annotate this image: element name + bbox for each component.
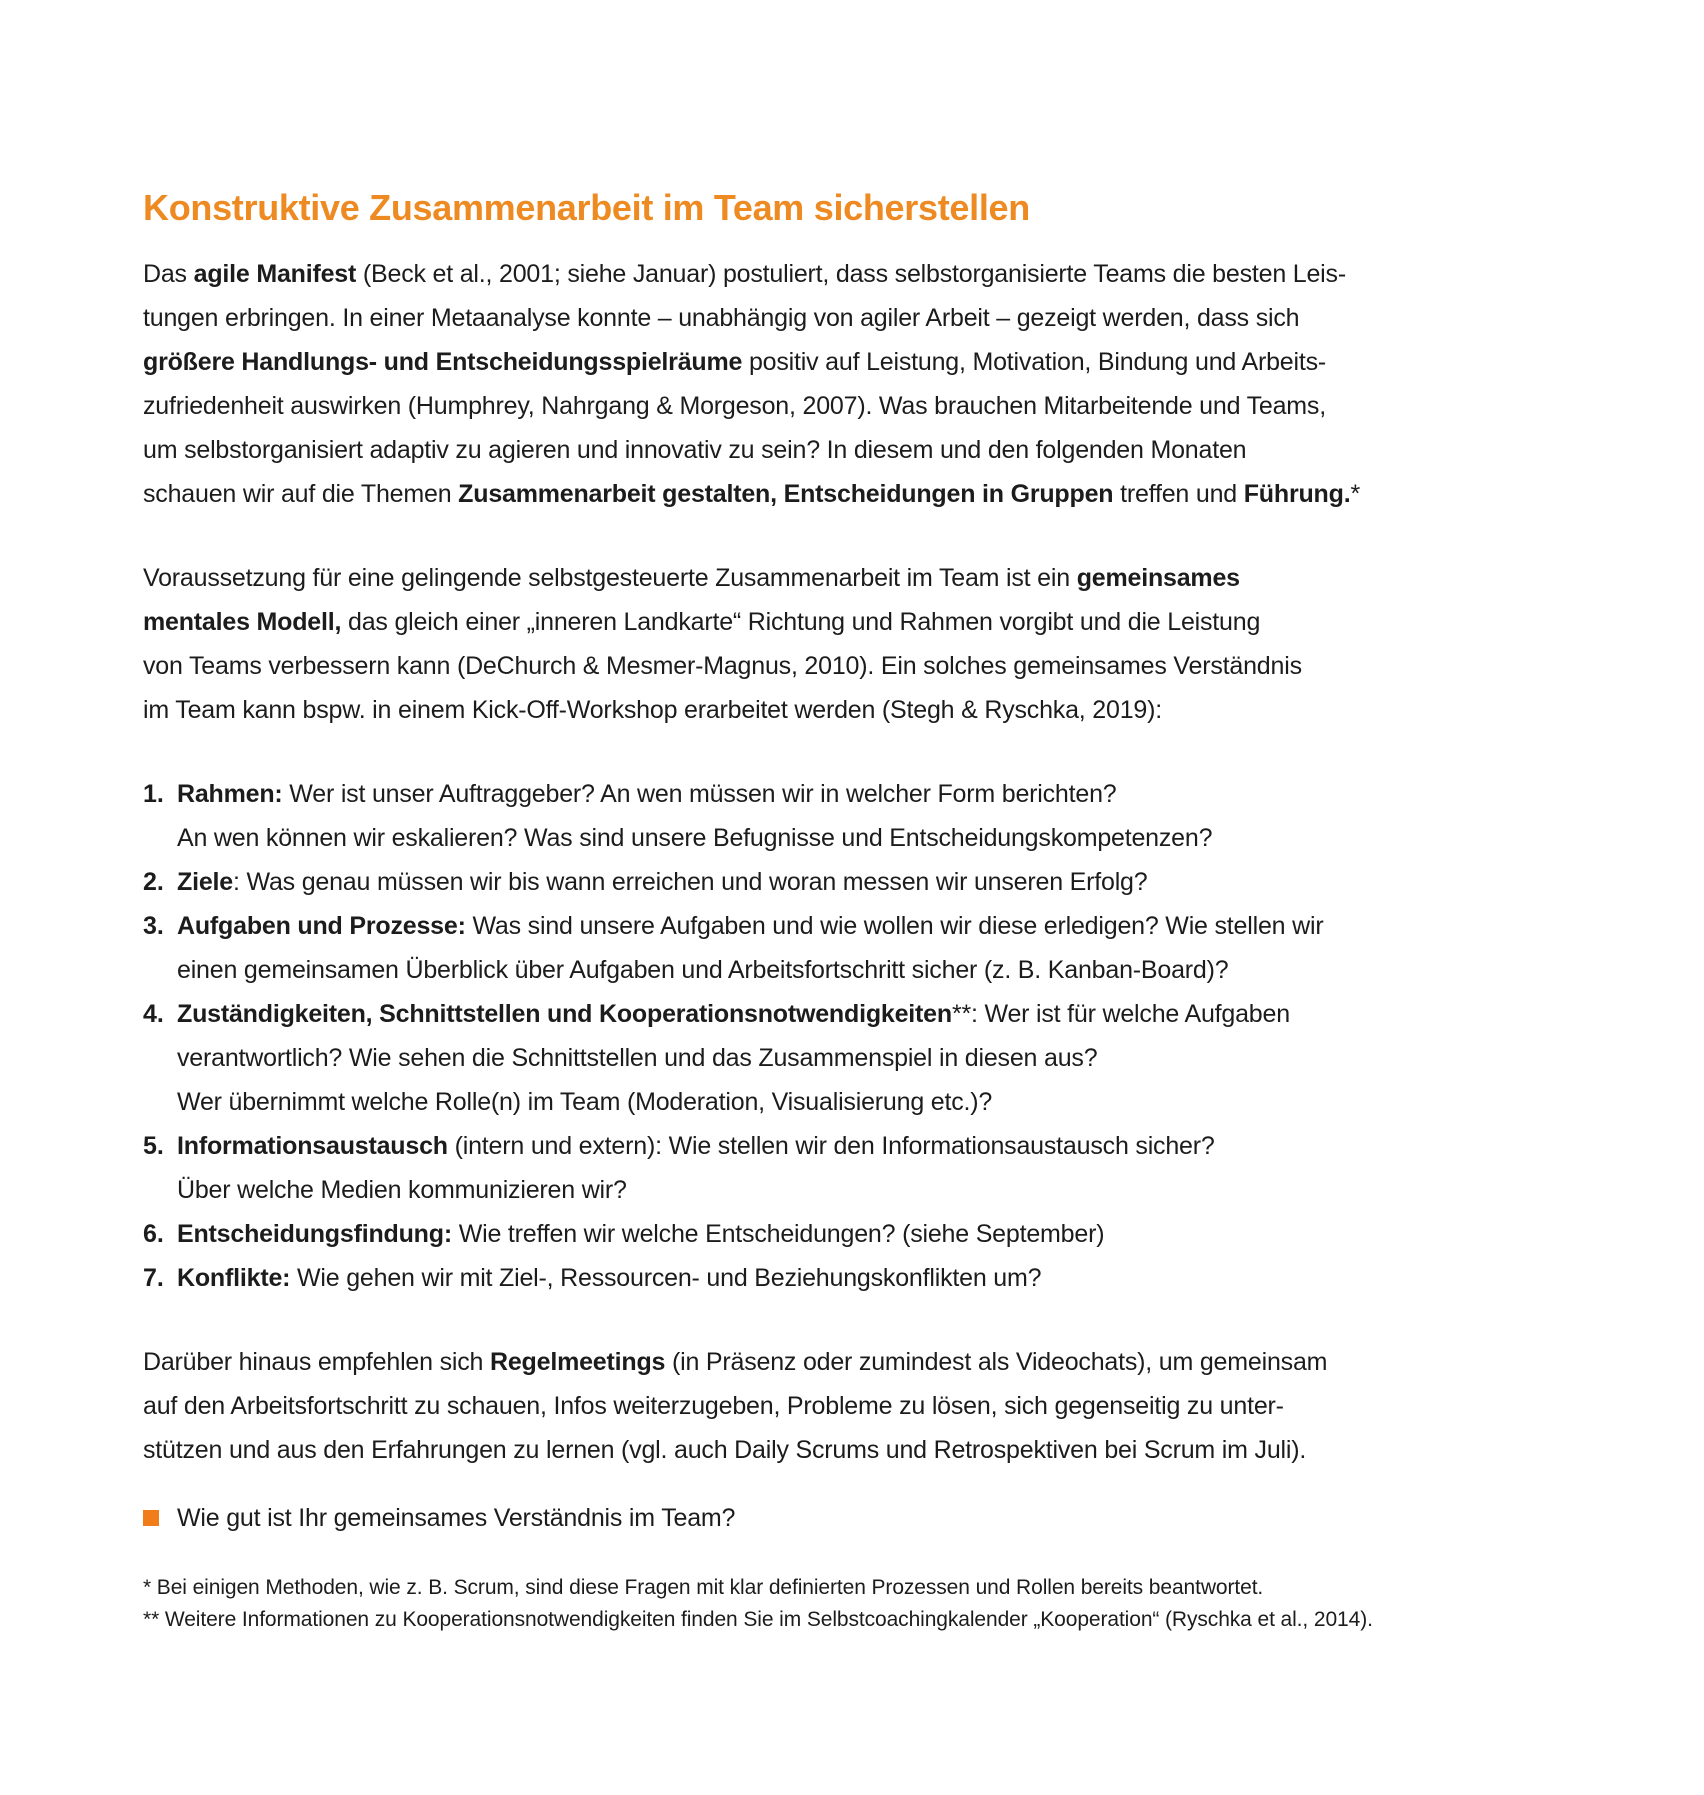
text-line: einen gemeinsamen Überblick über Aufgaben und Arbeitsfortschritt sicher (z. B. Kanban-Board)?	[177, 956, 1229, 984]
text-line: Rahmen: Wer ist unser Auftraggeber? An wen müssen wir in welcher Form berichten?	[177, 780, 1117, 808]
text-line: im Team kann bspw. in einem Kick-Off-Workshop erarbeitet werden (Stegh & Ryschka, 2019):	[143, 696, 1162, 724]
text-line: An wen können wir eskalieren? Was sind unsere Befugnisse und Entscheidungskompetenzen?	[177, 824, 1213, 852]
reflection-question	[143, 1496, 1561, 1540]
bullet-row	[143, 1496, 1561, 1540]
kickoff-questions-list	[143, 772, 1561, 1300]
text-line: Ziele: Was genau müssen wir bis wann erreichen und woran messen wir unseren Erfolg?	[177, 868, 1148, 896]
list-item	[143, 1124, 1561, 1212]
text-line: von Teams verbessern kann (DeChurch & Mesmer-Magnus, 2010). Ein solches gemeinsames Verständnis	[143, 652, 1302, 680]
text-line: größere Handlungs- und Entscheidungsspielräume positiv auf Leistung, Motivation, Bindung und Arbeits-	[143, 348, 1327, 376]
text-line: Das agile Manifest (Beck et al., 2001; siehe Januar) postuliert, dass selbstorganisierte Teams die besten Leis-	[143, 260, 1346, 288]
prerequisite-paragraph	[143, 556, 1561, 732]
text-line: zufriedenheit auswirken (Humphrey, Nahrgang & Morgeson, 2007). Was brauchen Mitarbeitende und Teams,	[143, 392, 1326, 420]
bullet-square-icon	[143, 1510, 159, 1526]
list-item-number: 4.	[143, 1000, 164, 1028]
text-line: Voraussetzung für eine gelingende selbstgesteuerte Zusammenarbeit im Team ist ein gemeinsames	[143, 564, 1240, 592]
list-item	[143, 860, 1561, 904]
text-line: schauen wir auf die Themen Zusammenarbeit gestalten, Entscheidungen in Gruppen treffen und Führung.*	[143, 480, 1360, 508]
text-line: auf den Arbeitsfortschritt zu schauen, Infos weiterzugeben, Probleme zu lösen, sich gegenseitig zu unter-	[143, 1392, 1284, 1420]
text-line: Entscheidungsfindung: Wie treffen wir welche Entscheidungen? (siehe September)	[177, 1220, 1105, 1248]
text-line: Darüber hinaus empfehlen sich Regelmeetings (in Präsenz oder zumindest als Videochats), um gemeinsam	[143, 1348, 1328, 1376]
text-line: Aufgaben und Prozesse: Was sind unsere Aufgaben und wie wollen wir diese erledigen? Wie stellen wir	[177, 912, 1324, 940]
list-item-number: 2.	[143, 868, 164, 896]
bullet-question-text: Wie gut ist Ihr gemeinsames Verständnis im Team?	[177, 1504, 736, 1532]
page-title: Konstruktive Zusammenarbeit im Team sicherstellen	[143, 187, 1030, 228]
list-item-number: 1.	[143, 780, 164, 808]
text-line: Wer übernimmt welche Rolle(n) im Team (Moderation, Visualisierung etc.)?	[177, 1088, 993, 1116]
intro-paragraph	[143, 252, 1561, 516]
list-item	[143, 1212, 1561, 1256]
text-line: um selbstorganisiert adaptiv zu agieren und innovativ zu sein? In diesem und den folgenden Monaten	[143, 436, 1247, 464]
regelmeetings-paragraph	[143, 1340, 1561, 1472]
list-item	[143, 992, 1561, 1124]
text-line: Über welche Medien kommunizieren wir?	[177, 1176, 627, 1204]
list-item-number: 6.	[143, 1220, 164, 1248]
content-blocks	[143, 252, 1561, 1636]
footnote-line: ** Weitere Informationen zu Kooperationsnotwendigkeiten finden Sie im Selbstcoachingkalender „Kooperation“ (Ryschka et al., 2014).	[143, 1608, 1373, 1631]
list-item-number: 5.	[143, 1132, 164, 1160]
text-line: tungen erbringen. In einer Metaanalyse konnte – unabhängig von agiler Arbeit – gezeigt werden, dass sich	[143, 304, 1300, 332]
text-line: Informationsaustausch (intern und extern): Wie stellen wir den Informationsaustausch sicher?	[177, 1132, 1215, 1160]
text-line: stützen und aus den Erfahrungen zu lernen (vgl. auch Daily Scrums und Retrospektiven bei Scrum im Juli).	[143, 1436, 1307, 1464]
text-line: mentales Modell, das gleich einer „inneren Landkarte“ Richtung und Rahmen vorgibt und die Leistung	[143, 608, 1261, 636]
text-line: verantwortlich? Wie sehen die Schnittstellen und das Zusammenspiel in diesen aus?	[177, 1044, 1098, 1072]
list-item-number: 7.	[143, 1264, 164, 1292]
list-item	[143, 904, 1561, 992]
list-item-number: 3.	[143, 912, 164, 940]
footnote-line: * Bei einigen Methoden, wie z. B. Scrum, sind diese Fragen mit klar definierten Prozessen und Rollen bereits beantwortet.	[143, 1576, 1264, 1599]
footnotes	[143, 1572, 1561, 1636]
list-item	[143, 1256, 1561, 1300]
text-line: Zuständigkeiten, Schnittstellen und Kooperationsnotwendigkeiten**: Wer ist für welche Aufgaben	[177, 1000, 1290, 1028]
text-line: Konflikte: Wie gehen wir mit Ziel-, Ressourcen- und Beziehungskonflikten um?	[177, 1264, 1042, 1292]
list-item	[143, 772, 1561, 860]
